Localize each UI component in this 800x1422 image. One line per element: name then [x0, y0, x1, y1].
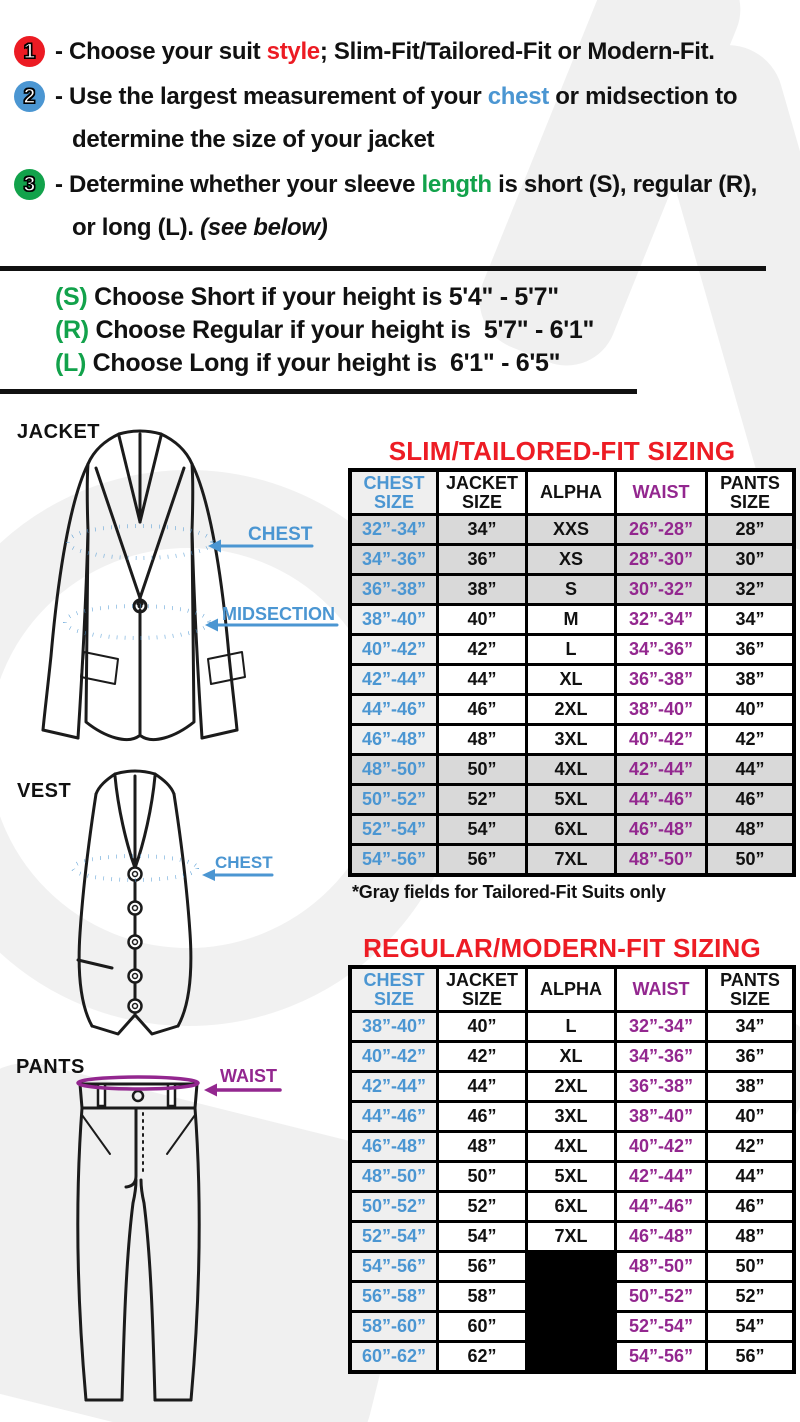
step-1-highlight: style	[266, 38, 320, 65]
size-cell: 46”	[707, 1192, 795, 1222]
vest-chest-label: CHEST	[215, 853, 273, 872]
size-cell: 50”	[707, 845, 795, 876]
size-cell: 48”-50”	[350, 1162, 438, 1192]
size-cell: 38”-40”	[616, 1102, 707, 1132]
size-cell: 42”-44”	[350, 665, 438, 695]
step-3	[14, 163, 794, 249]
size-cell: 26”-28”	[616, 515, 707, 545]
size-cell: 40”	[707, 695, 795, 725]
size-cell: 30”-32”	[616, 575, 707, 605]
size-cell: 38”-40”	[350, 1012, 438, 1042]
pants-waist-label: WAIST	[220, 1068, 277, 1086]
size-cell: 62”	[438, 1342, 527, 1373]
vest-diagram	[30, 768, 310, 1058]
divider-top	[0, 266, 766, 271]
step-1-badge: 1	[14, 36, 45, 67]
size-cell: 52”-54”	[616, 1312, 707, 1342]
size-cell: 42”	[438, 635, 527, 665]
size-cell: 52”-54”	[350, 1222, 438, 1252]
header-cell-alpha: ALPHA	[527, 967, 616, 1012]
size-cell: 48”	[707, 815, 795, 845]
step-2-badge: 2	[14, 81, 45, 112]
size-cell: 54”	[438, 815, 527, 845]
header-cell-pants-size: PANTS SIZE	[707, 967, 795, 1012]
table-row	[350, 635, 794, 665]
step-2-wrap: determine the size of your jacket	[72, 126, 435, 153]
size-cell: 44”	[707, 755, 795, 785]
size-cell: 56”	[707, 1342, 795, 1373]
size-cell: 2XL	[527, 1072, 616, 1102]
step-3-wrap: or long (L). (see below)	[72, 214, 328, 241]
step-2-suffix: or midsection to	[548, 83, 738, 110]
size-cell: 52”	[707, 1282, 795, 1312]
size-cell: 5XL	[527, 785, 616, 815]
size-cell: XL	[527, 1042, 616, 1072]
step-3-badge: 3	[14, 169, 45, 200]
size-cell: 54”	[707, 1312, 795, 1342]
size-cell: 60”-62”	[350, 1342, 438, 1373]
table-row	[350, 1192, 794, 1222]
size-cell: 54”-56”	[616, 1342, 707, 1373]
size-cell: 54”	[438, 1222, 527, 1252]
size-cell: 44”-46”	[616, 1192, 707, 1222]
size-cell: 40”	[438, 1012, 527, 1042]
size-cell: L	[527, 635, 616, 665]
table-row	[350, 755, 794, 785]
size-cell: 44”	[707, 1162, 795, 1192]
size-cell: 40”	[438, 605, 527, 635]
code-long: (L)	[55, 349, 87, 377]
modern-table-container	[348, 965, 796, 1374]
size-cell: 54”-56”	[350, 845, 438, 876]
header-cell-alpha: ALPHA	[527, 470, 616, 515]
size-cell: 42”-44”	[350, 1072, 438, 1102]
size-cell: 40”	[707, 1102, 795, 1132]
table-row	[350, 785, 794, 815]
slim-table-title: SLIM/TAILORED-FIT SIZING	[388, 436, 736, 466]
size-cell: 50”-52”	[350, 785, 438, 815]
size-cell: 36”	[438, 545, 527, 575]
table-row	[350, 845, 794, 876]
step-2	[14, 75, 794, 161]
size-cell: 6XL	[527, 1192, 616, 1222]
size-cell: 36”	[707, 635, 795, 665]
size-cell: 28”-30”	[616, 545, 707, 575]
size-cell: 34”-36”	[350, 545, 438, 575]
size-cell: 34”	[707, 1012, 795, 1042]
size-cell: 38”-40”	[616, 695, 707, 725]
step-3-text	[55, 163, 757, 249]
table-row	[350, 1042, 794, 1072]
size-cell: 58”	[438, 1282, 527, 1312]
size-cell: 36”-38”	[616, 665, 707, 695]
size-cell: 48”-50”	[350, 755, 438, 785]
header-cell-chest-size: CHEST SIZE	[350, 470, 438, 515]
size-cell: 38”	[438, 575, 527, 605]
size-cell: 48”-50”	[616, 1252, 707, 1282]
header-cell-chest-size: CHEST SIZE	[350, 967, 438, 1012]
table-row	[350, 605, 794, 635]
size-cell: 50”-52”	[350, 1192, 438, 1222]
size-cell: 46”	[707, 785, 795, 815]
step-3-highlight: length	[421, 171, 492, 198]
size-cell: 32”-34”	[616, 1012, 707, 1042]
vest-label: VEST	[17, 780, 72, 802]
slim-tailored-fit-table	[348, 468, 796, 877]
table-row	[350, 695, 794, 725]
size-cell: 40”-42”	[350, 635, 438, 665]
table-row	[350, 1162, 794, 1192]
size-cell: 32”	[707, 575, 795, 605]
table-row	[350, 1012, 794, 1042]
step-1-suffix: ; Slim-Fit/Tailored-Fit or Modern-Fit.	[319, 38, 715, 65]
size-cell: 46”-48”	[350, 725, 438, 755]
size-cell: 38”	[707, 1072, 795, 1102]
blank-cell	[527, 1342, 616, 1373]
size-cell: 38”-40”	[350, 605, 438, 635]
header-cell-waist: WAIST	[616, 470, 707, 515]
header-cell-jacket-size: JACKET SIZE	[438, 470, 527, 515]
size-cell: 4XL	[527, 755, 616, 785]
regular-modern-fit-table	[348, 965, 796, 1374]
size-cell: 48”	[438, 1132, 527, 1162]
step-1-prefix: - Choose your suit	[55, 38, 267, 65]
size-cell: 54”-56”	[350, 1252, 438, 1282]
height-guide-long: (L) Choose Long if your height is 6'1" - 6'5"	[55, 349, 561, 377]
header-cell-jacket-size: JACKET SIZE	[438, 967, 527, 1012]
size-cell: 56”-58”	[350, 1282, 438, 1312]
size-cell: 4XL	[527, 1132, 616, 1162]
table-row	[350, 1252, 794, 1282]
size-cell: 46”-48”	[350, 1132, 438, 1162]
size-cell: 7XL	[527, 1222, 616, 1252]
height-guide-regular: (R) Choose Regular if your height is 5'7" - 6'1"	[55, 316, 595, 344]
table-row	[350, 545, 794, 575]
divider-bottom	[0, 389, 637, 394]
step-1	[14, 30, 794, 73]
pants-diagram	[30, 1068, 315, 1422]
blank-cell	[527, 1282, 616, 1312]
size-cell: 48”	[438, 725, 527, 755]
size-cell: 40”-42”	[616, 725, 707, 755]
size-cell: 46”	[438, 1102, 527, 1132]
code-short: (S)	[55, 283, 88, 311]
modern-table-title: REGULAR/MODERN-FIT SIZING	[363, 933, 761, 963]
slim-table-container	[348, 468, 796, 877]
header-cell-waist: WAIST	[616, 967, 707, 1012]
code-regular: (R)	[55, 316, 89, 344]
size-cell: XS	[527, 545, 616, 575]
size-cell: 6XL	[527, 815, 616, 845]
size-cell: 46”	[438, 695, 527, 725]
size-cell: 46”-48”	[616, 815, 707, 845]
size-cell: 52”	[438, 1192, 527, 1222]
table-row	[350, 1312, 794, 1342]
size-cell: 44”-46”	[616, 785, 707, 815]
size-cell: 52”-54”	[350, 815, 438, 845]
blank-cell	[527, 1252, 616, 1282]
size-cell: 34”-36”	[616, 1042, 707, 1072]
table-row	[350, 1342, 794, 1373]
size-cell: 44”	[438, 665, 527, 695]
step-3-prefix: - Determine whether your sleeve	[55, 171, 422, 198]
size-cell: 44”-46”	[350, 1102, 438, 1132]
step-1-text	[55, 30, 715, 73]
size-cell: 50”	[438, 755, 527, 785]
table-row	[350, 1072, 794, 1102]
table-row	[350, 665, 794, 695]
height-guide	[55, 281, 594, 380]
size-cell: XXS	[527, 515, 616, 545]
table-row	[350, 1222, 794, 1252]
table-row	[350, 515, 794, 545]
size-cell: 60”	[438, 1312, 527, 1342]
size-cell: 32”-34”	[350, 515, 438, 545]
size-cell: 36”-38”	[350, 575, 438, 605]
size-cell: 44”-46”	[350, 695, 438, 725]
size-cell: 40”-42”	[350, 1042, 438, 1072]
table-row	[350, 1282, 794, 1312]
size-cell: 2XL	[527, 695, 616, 725]
step-2-highlight: chest	[487, 83, 549, 110]
size-cell: 52”	[438, 785, 527, 815]
size-cell: 42”-44”	[616, 755, 707, 785]
step-2-prefix: - Use the largest measurement of your	[55, 83, 488, 110]
size-cell: 32”-34”	[616, 605, 707, 635]
table-row	[350, 1132, 794, 1162]
size-cell: 56”	[438, 845, 527, 876]
size-cell: 48”	[707, 1222, 795, 1252]
size-cell: 42”	[707, 725, 795, 755]
jacket-chest-label: CHEST	[248, 524, 313, 545]
size-cell: 40”-42”	[616, 1132, 707, 1162]
jacket-label: JACKET	[17, 421, 101, 443]
table-row	[350, 575, 794, 605]
size-cell: S	[527, 575, 616, 605]
size-cell: 46”-48”	[616, 1222, 707, 1252]
jacket-midsection-label: MIDSECTION	[222, 604, 336, 624]
gray-fields-note: *Gray fields for Tailored-Fit Suits only	[352, 882, 666, 902]
table-row	[350, 815, 794, 845]
pants-label: PANTS	[16, 1056, 85, 1078]
size-cell: 34”-36”	[616, 635, 707, 665]
blank-cell	[527, 1312, 616, 1342]
size-cell: 7XL	[527, 845, 616, 876]
size-cell: 38”	[707, 665, 795, 695]
size-cell: 5XL	[527, 1162, 616, 1192]
size-cell: L	[527, 1012, 616, 1042]
size-cell: 34”	[707, 605, 795, 635]
step-3-suffix: is short (S), regular (R),	[491, 171, 758, 198]
size-cell: 42”	[707, 1132, 795, 1162]
size-cell: 56”	[438, 1252, 527, 1282]
size-cell: 42”	[438, 1042, 527, 1072]
size-cell: 30”	[707, 545, 795, 575]
size-cell: 3XL	[527, 1102, 616, 1132]
size-cell: 34”	[438, 515, 527, 545]
height-guide-short: (S) Choose Short if your height is 5'4" - 5'7"	[55, 283, 559, 311]
size-cell: 44”	[438, 1072, 527, 1102]
size-cell: XL	[527, 665, 616, 695]
size-cell: 50”	[438, 1162, 527, 1192]
table-row	[350, 1102, 794, 1132]
size-cell: 48”-50”	[616, 845, 707, 876]
size-cell: 50”-52”	[616, 1282, 707, 1312]
step-2-text	[55, 75, 737, 161]
instructions	[14, 30, 794, 251]
size-cell: 36”-38”	[616, 1072, 707, 1102]
jacket-diagram	[18, 426, 348, 764]
size-cell: 42”-44”	[616, 1162, 707, 1192]
size-cell: 50”	[707, 1252, 795, 1282]
table-row	[350, 725, 794, 755]
size-cell: 3XL	[527, 725, 616, 755]
size-cell: M	[527, 605, 616, 635]
size-cell: 58”-60”	[350, 1312, 438, 1342]
size-cell: 36”	[707, 1042, 795, 1072]
header-cell-pants-size: PANTS SIZE	[707, 470, 795, 515]
size-cell: 28”	[707, 515, 795, 545]
